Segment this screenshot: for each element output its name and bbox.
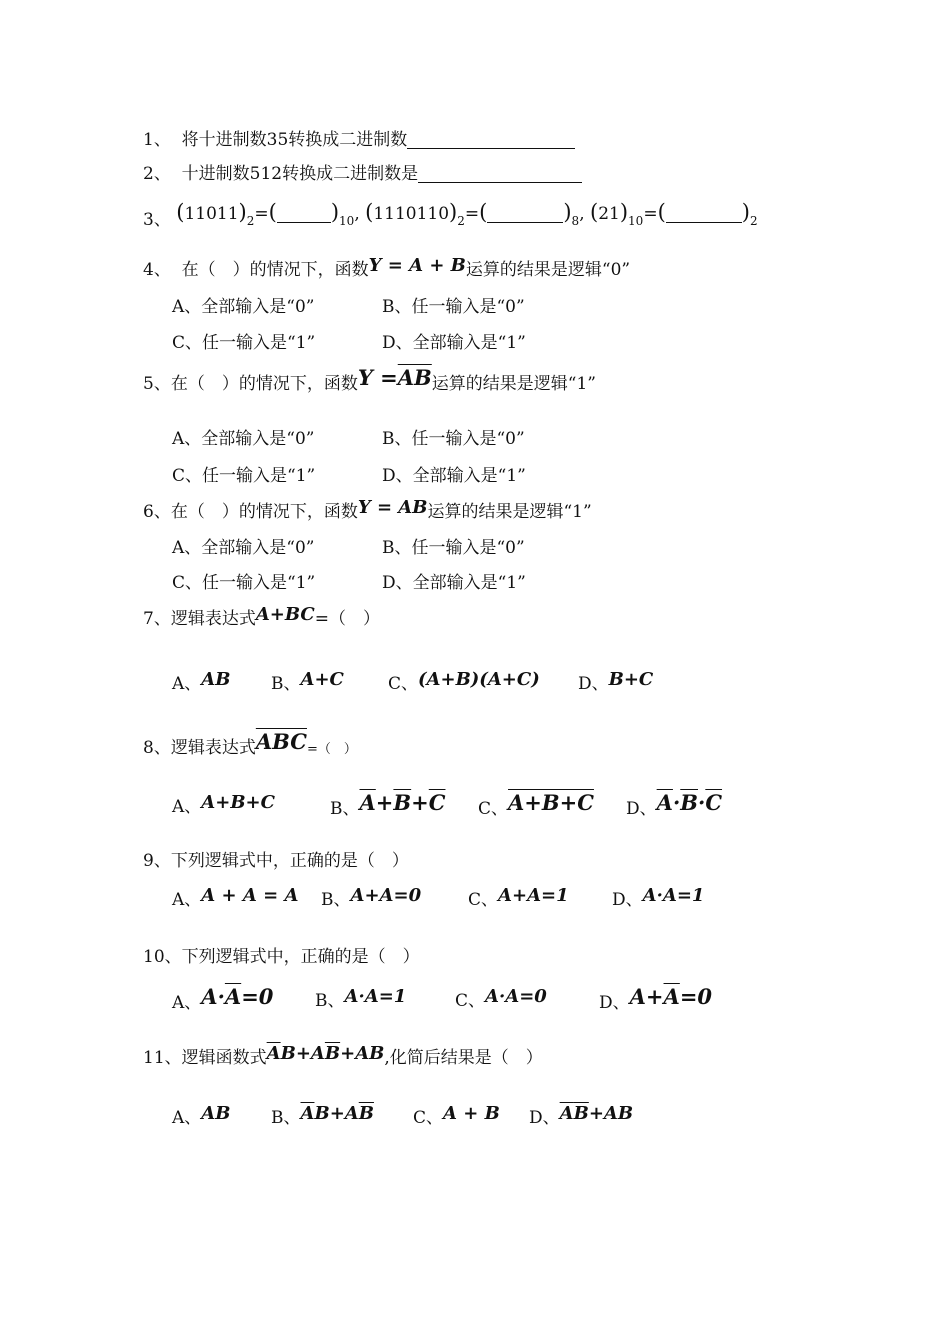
negated-term: $\overline{C}$ bbox=[705, 790, 723, 815]
option-expression bbox=[630, 984, 712, 1009]
operator: + bbox=[340, 1043, 356, 1064]
question-prefix: 在（ ）的情况下，函数 bbox=[170, 502, 358, 522]
option-label: C、 bbox=[478, 799, 509, 819]
option-label: C、 bbox=[455, 991, 486, 1011]
question-suffix: 运算的结果是逻辑“1” bbox=[427, 502, 592, 522]
negated-term: $\overline{A}$ bbox=[224, 984, 242, 1009]
question-number: 10、 bbox=[143, 947, 182, 967]
option-a[interactable] bbox=[172, 885, 299, 912]
option-expression bbox=[301, 1103, 374, 1124]
negated-term: $\overline{B}$ bbox=[573, 1103, 589, 1124]
question-number: 7、 bbox=[143, 609, 171, 629]
option-d[interactable] bbox=[529, 1103, 634, 1130]
question-number: 9、 bbox=[143, 851, 171, 871]
term: AB bbox=[355, 1043, 385, 1064]
expression-part: =0 bbox=[679, 984, 713, 1009]
question-5 bbox=[143, 365, 596, 396]
operator: + bbox=[295, 1043, 311, 1064]
question-prefix: 逻辑函数式 bbox=[181, 1048, 267, 1068]
answer-blank-octal[interactable] bbox=[487, 204, 563, 223]
base-subscript: 2 bbox=[246, 214, 255, 228]
option-expression: AB bbox=[201, 1103, 231, 1124]
negated-term: $\overline{AB}$ bbox=[397, 365, 432, 390]
question-number: 5、 bbox=[143, 374, 171, 394]
question-11 bbox=[143, 1043, 543, 1070]
expression-lhs: Y = bbox=[357, 365, 398, 390]
question-9 bbox=[143, 849, 409, 873]
option-label: A、 bbox=[172, 890, 202, 910]
logic-expression: Y = A + B bbox=[368, 255, 466, 276]
option-d[interactable]: D、全部输入是“1” bbox=[382, 573, 526, 593]
option-c[interactable]: C、任一输入是“1” bbox=[172, 466, 316, 486]
option-a[interactable] bbox=[172, 1103, 231, 1130]
option-expression: B+C bbox=[608, 669, 654, 690]
question-suffix: 运算的结果是逻辑“0” bbox=[465, 260, 631, 280]
option-label: D、 bbox=[529, 1108, 560, 1128]
question-number: 11、 bbox=[143, 1048, 182, 1068]
option-label: A、 bbox=[172, 993, 202, 1013]
option-expression: A+B+C bbox=[508, 790, 594, 815]
option-expression: A + A = A bbox=[201, 885, 299, 906]
base-subscript: 8 bbox=[571, 214, 580, 228]
option-label: D、 bbox=[626, 799, 657, 819]
question-1 bbox=[143, 128, 575, 152]
question-3: 3、 $(11011)_2=$( )$_{10}$, $(1110110)_2=$( )$_8$, $(21)_{10}=$( )$_2$ bbox=[143, 200, 758, 230]
option-label: D、 bbox=[612, 890, 643, 910]
binary-value: 1110110 bbox=[373, 204, 450, 224]
option-expression: A·A=0 bbox=[485, 986, 547, 1007]
option-c[interactable] bbox=[413, 1103, 500, 1130]
logic-expression: A+BC bbox=[255, 604, 315, 625]
negated-term: $\overline{A}$ bbox=[300, 1103, 315, 1124]
option-expression bbox=[201, 984, 273, 1009]
option-d[interactable] bbox=[578, 669, 654, 696]
term: AB bbox=[603, 1103, 634, 1124]
option-b[interactable]: B、任一输入是“0” bbox=[382, 297, 525, 317]
option-a[interactable] bbox=[172, 792, 275, 819]
option-d[interactable] bbox=[599, 984, 713, 1015]
logic-expression: Y = AB bbox=[357, 497, 428, 518]
term: A bbox=[344, 1103, 359, 1124]
question-text: 下列逻辑式中，正确的是（ ） bbox=[181, 947, 420, 967]
option-c[interactable]: C、任一输入是“1” bbox=[172, 333, 316, 353]
operator: + bbox=[588, 1103, 604, 1124]
option-d[interactable] bbox=[612, 885, 705, 912]
question-prefix: 逻辑表达式 bbox=[170, 738, 256, 758]
base-subscript: 2 bbox=[457, 214, 465, 228]
option-c[interactable] bbox=[455, 986, 547, 1013]
question-number: 2、 bbox=[143, 164, 171, 184]
question-number: 6、 bbox=[143, 502, 171, 522]
negated-term: $\overline{A}$ bbox=[663, 984, 680, 1009]
separator: , bbox=[354, 204, 360, 224]
option-label: D、 bbox=[578, 674, 609, 694]
negated-term: $\overline{B}$ bbox=[680, 790, 698, 815]
negated-term: $\overline{A}$ bbox=[656, 790, 673, 815]
answer-blank[interactable] bbox=[407, 130, 575, 149]
question-7 bbox=[143, 604, 380, 631]
answer-blank-decimal[interactable] bbox=[277, 204, 331, 223]
question-prefix: 逻辑表达式 bbox=[170, 609, 256, 629]
option-b[interactable] bbox=[271, 1103, 374, 1130]
operator: + bbox=[411, 790, 429, 815]
base-subscript: 2 bbox=[749, 214, 758, 228]
option-d[interactable] bbox=[626, 790, 723, 821]
option-label: D、 bbox=[599, 993, 630, 1013]
logic-expression bbox=[358, 365, 432, 390]
negated-term: $\overline{C}$ bbox=[428, 790, 446, 815]
term: B bbox=[280, 1043, 296, 1064]
option-expression bbox=[657, 790, 722, 815]
operator: + bbox=[375, 790, 394, 815]
equals-sign: = bbox=[643, 204, 658, 224]
option-b[interactable]: B、任一输入是“0” bbox=[382, 538, 525, 558]
question-text: 下列逻辑式中，正确的是（ ） bbox=[170, 851, 409, 871]
logic-expression: $\overline{ABC}$ bbox=[255, 729, 307, 754]
option-expression: A+A=1 bbox=[498, 885, 569, 906]
option-a[interactable] bbox=[172, 669, 231, 696]
question-prefix: 在（ ）的情况下，函数 bbox=[181, 260, 369, 280]
option-a[interactable]: A、全部输入是“0” bbox=[172, 538, 315, 558]
option-label: C、 bbox=[413, 1108, 444, 1128]
base-subscript: 10 bbox=[339, 214, 355, 228]
option-expression bbox=[360, 790, 446, 815]
option-expression: A+C bbox=[300, 669, 344, 690]
binary-value: 11011 bbox=[184, 204, 239, 224]
option-c[interactable]: C、任一输入是“1” bbox=[172, 573, 316, 593]
question-2 bbox=[143, 162, 582, 186]
question-suffix: 运算的结果是逻辑“1” bbox=[431, 374, 596, 394]
option-c[interactable] bbox=[478, 790, 594, 821]
question-number: 1、 bbox=[143, 130, 171, 150]
option-b[interactable] bbox=[330, 790, 446, 821]
option-d[interactable]: D、全部输入是“1” bbox=[382, 466, 526, 486]
option-b[interactable] bbox=[271, 669, 344, 696]
option-expression bbox=[560, 1103, 633, 1124]
option-a[interactable]: A、全部输入是“0” bbox=[172, 297, 315, 317]
option-label: B、 bbox=[315, 991, 345, 1011]
option-label: B、 bbox=[321, 890, 351, 910]
option-b[interactable] bbox=[321, 885, 422, 912]
answer-blank[interactable] bbox=[418, 164, 582, 183]
expression-part: A· bbox=[201, 984, 225, 1009]
question-10 bbox=[143, 945, 420, 969]
equals-sign: = bbox=[464, 204, 480, 224]
option-c[interactable] bbox=[468, 885, 569, 912]
option-expression: A·A=1 bbox=[642, 885, 705, 906]
negated-term: $\overline{A}$ bbox=[266, 1043, 281, 1064]
negated-term: $\overline{B}$ bbox=[324, 1043, 341, 1064]
option-expression: (A+B)(A+C) bbox=[418, 669, 540, 690]
operator: + bbox=[329, 1103, 345, 1124]
question-suffix: =（ ） bbox=[314, 609, 380, 629]
expression-part: A+ bbox=[629, 984, 664, 1009]
question-6 bbox=[143, 497, 592, 524]
option-label: B、 bbox=[330, 799, 360, 819]
option-label: A、 bbox=[172, 674, 202, 694]
option-b[interactable]: B、任一输入是“0” bbox=[382, 429, 525, 449]
base-subscript: 10 bbox=[628, 214, 644, 228]
operator: · bbox=[698, 790, 706, 815]
option-expression: A+A=0 bbox=[350, 885, 422, 906]
option-label: A、 bbox=[172, 1108, 202, 1128]
question-text: 十进制数512转换成二进制数是 bbox=[181, 164, 419, 184]
equals-sign: = bbox=[254, 204, 269, 224]
question-number: 3、 bbox=[143, 210, 171, 230]
option-b[interactable] bbox=[315, 986, 407, 1013]
option-expression: A+B+C bbox=[201, 792, 275, 813]
option-d[interactable]: D、全部输入是“1” bbox=[382, 333, 526, 353]
option-label: A、 bbox=[172, 797, 202, 817]
decimal-value: 21 bbox=[598, 204, 620, 224]
logic-expression bbox=[267, 1043, 385, 1064]
option-a[interactable] bbox=[172, 984, 274, 1015]
question-number: 4、 bbox=[143, 260, 171, 280]
negated-term: $\overline{B}$ bbox=[358, 1103, 374, 1124]
question-text: 将十进制数35转换成二进制数 bbox=[181, 130, 408, 150]
question-suffix: =（ ） bbox=[306, 742, 357, 757]
term: B bbox=[314, 1103, 330, 1124]
option-label: C、 bbox=[388, 674, 419, 694]
option-label: C、 bbox=[468, 890, 499, 910]
separator: , bbox=[579, 204, 585, 224]
option-c[interactable] bbox=[388, 669, 540, 696]
option-label: B、 bbox=[271, 1108, 301, 1128]
operator: · bbox=[672, 790, 681, 815]
question-suffix: ,化简后结果是（ ） bbox=[384, 1048, 543, 1068]
question-4 bbox=[143, 255, 631, 282]
answer-blank-binary[interactable] bbox=[666, 204, 742, 223]
negated-term: $\overline{A}$ bbox=[559, 1103, 574, 1124]
question-8 bbox=[143, 729, 357, 762]
option-a[interactable]: A、全部输入是“0” bbox=[172, 429, 315, 449]
negated-term: $\overline{A}$ bbox=[359, 790, 376, 815]
option-label: B、 bbox=[271, 674, 301, 694]
question-prefix: 在（ ）的情况下，函数 bbox=[170, 374, 358, 394]
question-number: 8、 bbox=[143, 738, 171, 758]
option-expression: AB bbox=[201, 669, 231, 690]
term: A bbox=[310, 1043, 325, 1064]
negated-term: $\overline{B}$ bbox=[393, 790, 412, 815]
option-expression: A·A=1 bbox=[344, 986, 407, 1007]
expression-part: =0 bbox=[241, 984, 274, 1009]
option-expression: A + B bbox=[443, 1103, 500, 1124]
